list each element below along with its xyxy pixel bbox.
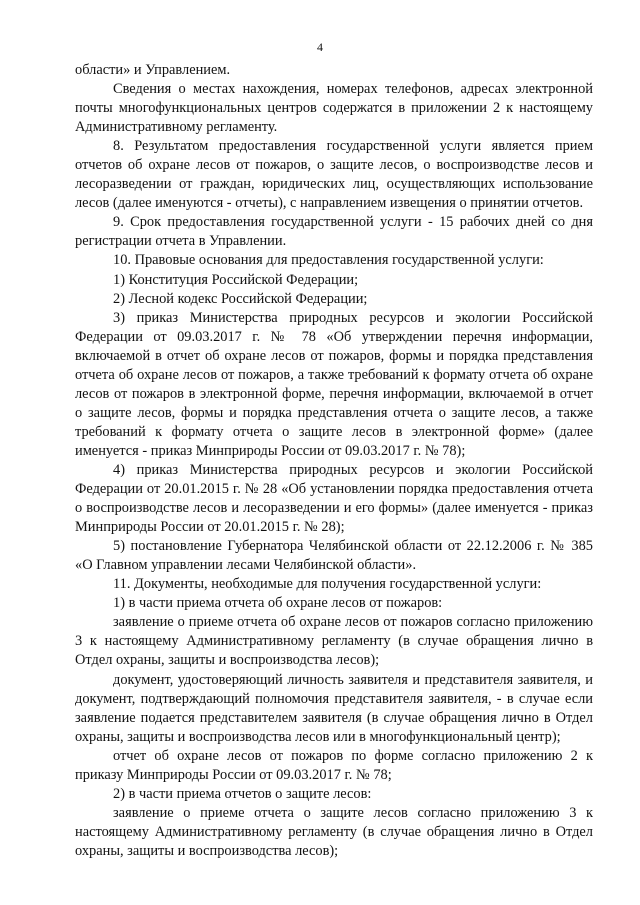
paragraph: 2) в части приема отчетов о защите лесов: (113, 785, 372, 802)
paragraph: 9. Срок предоставления государственной услуги - 15 рабочих дней со дня регистрации отчета в Управлении. (75, 214, 593, 250)
paragraph: отчет об охране лесов от пожаров по форме согласно приложению 2 к приказу Минприроды России от 09.03.2017 г. № 78; (75, 747, 593, 783)
paragraph: 1) Конституция Российской Федерации; (113, 271, 359, 288)
paragraph: 3) приказ Министерства природных ресурсов и экологии Российской Федерации от 09.03.2017 г. № 78 «Об утверждении перечня информации, включаемой в отчет об охране лесов от пожаров, формы и порядка представления отчета об охране лесов от пожаров, а также требований к формату отчета об охране лесов от пожаров в электронной форме, перечня информации, включаемой в отчет о защите лесов, формы и порядка представления отчета о защите лесов, а также требований к формату отчета о защите лесов в электронной форме» (далее именуется - приказ Минприроды России от 09.03.2017 г. № 78); (75, 309, 593, 459)
paragraph: 10. Правовые основания для предоставления государственной услуги: (113, 252, 544, 269)
paragraph: 8. Результатом предоставления государственной услуги является прием отчетов об охране лесов от пожаров, о защите лесов, о воспроизводстве лесов и лесоразведении от граждан, юридических лиц, осуществляющих использование лесов (далее именуются - отчеты), с направлением извещения о принятии отчетов. (75, 138, 593, 212)
page-number: 4 (317, 40, 323, 54)
paragraph: 1) в части приема отчета об охране лесов от пожаров: (113, 595, 443, 612)
paragraph: 4) приказ Министерства природных ресурсов и экологии Российской Федерации от 20.01.2015 г. № 28 «Об установлении порядка предоставления отчета о воспроизводстве лесов и лесоразведении и его формы» (далее именуется - приказ Минприроды России от 20.01.2015 г. № 28); (75, 461, 593, 536)
paragraph: заявление о приеме отчета о защите лесов согласно приложению 3 к настоящему Административному регламенту (в случае обращения лично в Отдел охраны, защиты и воспроизводства лесов); (75, 804, 593, 859)
paragraph: области» и Управлением. (75, 62, 231, 78)
paragraph: документ, удостоверяющий личность заявителя и представителя заявителя, и документ, подтверждающий полномочия представителя заявителя, - в случае если заявление подается представителем заявителя (в случае обращения лично в Отдел охраны, защиты и воспроизводства лесов или в многофункциональный центр); (75, 671, 593, 745)
paragraph: 2) Лесной кодекс Российской Федерации; (113, 290, 368, 307)
paragraph: 11. Документы, необходимые для получения государственной услуги: (113, 576, 542, 593)
paragraph: заявление о приеме отчета об охране лесов от пожаров согласно приложению 3 к настоящему Административному регламенту (в случае обращения лично в Отдел охраны, защиты и воспроизводства лесов); (75, 614, 593, 669)
paragraph: Сведения о местах нахождения, номерах телефонов, адресах электронной почты многофункциональных центров содержатся в приложении 2 к настоящему Административному регламенту. (75, 81, 593, 136)
document-body (75, 61, 593, 861)
paragraph: 5) постановление Губернатора Челябинской области от 22.12.2006 г. № 385 «О Главном управлении лесами Челябинской области». (75, 538, 593, 574)
